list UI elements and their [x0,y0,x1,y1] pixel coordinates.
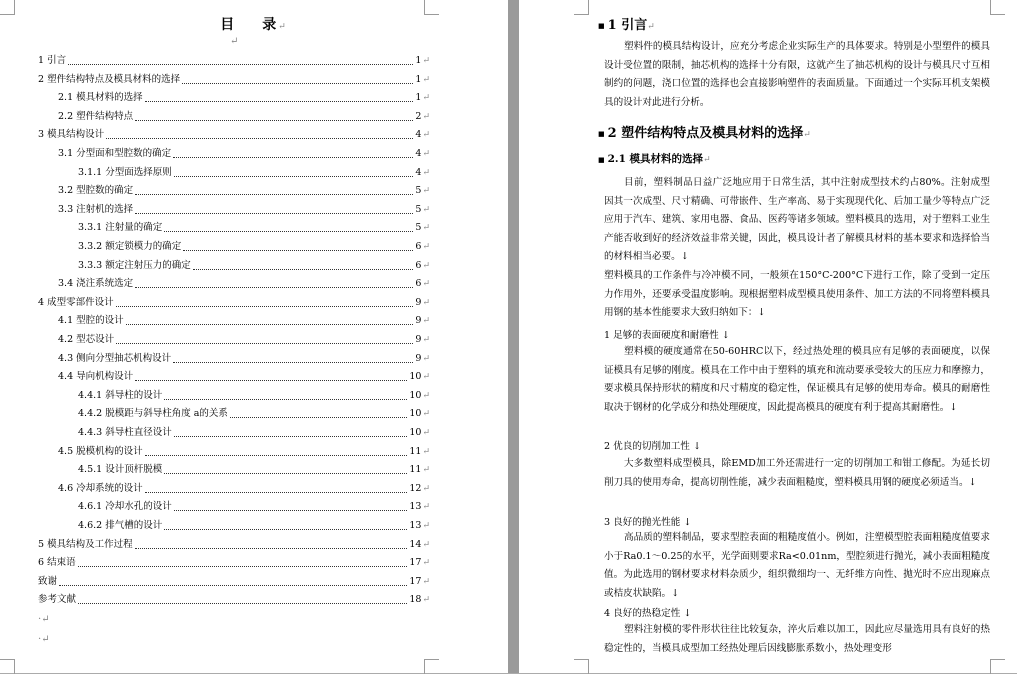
toc-entry[interactable] [58,277,430,291]
paragraph-mark: ↵ [422,186,430,197]
toc-leader-dots [135,380,407,381]
toc-entry-label: 4.4 导向机构设计 [58,371,134,383]
paragraph-materials-2: 塑料模具的工作条件与冷冲模不同，一般须在150°C-200°C下进行工作，除了受到一定压力作用外，还要承受温度影响。现根据塑料成型模具使用条件、加工方法的不同将塑料模具用钢的基本性能要求大致归纳如下：↓ [604,270,990,319]
toc-entry-label: 4.1 型腔的设计 [58,315,124,327]
toc-entry[interactable] [38,593,430,607]
paragraph-mark: ↵ [422,483,430,494]
heading-section-2: ■ 2 塑件结构特点及模具材料的选择↵ [598,126,811,141]
toc-entry-label: 参考文献 [38,594,77,606]
toc-entry-page: 14↵ [409,538,430,550]
toc-entry-label: 3.2 型腔数的确定 [58,185,134,197]
toc-entry-page: 6↵ [415,278,430,290]
paragraph-mark: ↵ [422,390,430,401]
toc-entry-page: 11↵ [409,445,430,457]
toc-entry-page: 5↵ [415,185,430,197]
paragraph-mark: ↵ [422,111,430,122]
toc-entry[interactable] [38,54,430,68]
toc-entry-label: 4.4.3 斜导柱直径设计 [78,427,172,438]
toc-entry-label: 3.3 注射机的选择 [58,203,134,215]
toc-leader-dots [59,585,407,586]
paragraph-mark: ↵ [422,428,430,438]
paragraph-mark: ↵ [422,521,430,531]
paragraph-mark: ↵ [422,558,430,569]
crop-mark [0,0,15,15]
paragraph-introduction: 塑料件的模具结构设计，应充分考虑企业实际生产的具体要求。特别是小型塑件的模具设计受位置的限制，抽芯机构的选择十分有限，这就产生了抽芯机构的设计与模具尺寸互相制约的问题，浇口位置的选择也会直接影响塑件的表面质量。下面通过一个实际耳机支架模具的设计对此进行分析。 [604,41,990,108]
paragraph-mark: ↵ [422,74,430,85]
toc-leader-dots [164,529,407,530]
toc-leader-dots [193,269,414,270]
toc-leader-dots [135,194,413,195]
crop-mark [990,0,1005,15]
toc-entry-label: 5 模具结构及工作过程 [38,538,133,550]
toc-entry[interactable] [78,519,430,533]
toc-entry-page: 10↵ [409,371,430,383]
toc-leader-dots [135,213,413,214]
toc-entry-label: 4.2 型芯设计 [58,334,115,345]
toc-entry-page: 13↵ [409,520,430,531]
toc-leader-dots [183,250,413,251]
toc-entry-label: 4.6.2 排气槽的设计 [78,520,163,531]
toc-entry-label: 3.1.1 分型面选择原则 [78,166,172,178]
toc-entry[interactable] [38,538,430,552]
toc-entry[interactable] [58,352,430,366]
paragraph-mark: ↵ [422,316,430,327]
paragraph-mark: ↵ [422,297,430,308]
toc-entry-label: 3.1 分型面和型腔数的确定 [58,148,172,159]
paragraph-mark: ↵ [422,223,430,234]
paragraph-thermal-stability: 塑料注射模的零件形状往往比较复杂，淬火后难以加工，因此应尽量选用具有良好的热稳定性的，当模具成型加工经热处理后因线膨胀系数小，热处理变形 [604,624,990,654]
toc-entry[interactable] [58,110,430,124]
toc-entry-label: 4.5 脱模机构的设计 [58,445,143,457]
paragraph-mark: ·↵ [38,634,50,645]
paragraph-machinability: 大多数塑料成型模具，除EMD加工外还需进行一定的切削加工和钳工修配。为延长切削刀具的使用寿命，提高切削性能，减少表面粗糙度，塑料模具用钢的硬度必须适当。↓ [604,458,990,488]
paragraph-mark: ↵ [422,260,430,271]
toc-entry-page: 6↵ [415,259,430,271]
paragraph-mark: ↵ [422,93,430,104]
paragraph-materials-1: 目前，塑料制品日益广泛地应用于日常生活，其中注射成型技术约占80%。注射成型因其一次成型、尺寸精确、可带嵌件、生产率高、易于实现现代化、后加工量少等特点广泛应用于汽车、建筑、家用电器、食品、医药等诸多领域。塑料模具的选用，对于塑料工业生产能否收到好的经济效益非常关键，因此，模具设计者了解模具材料的基本要求和选择恰当的材料相当必要。↓ [604,177,990,263]
toc-entry-page: 2↵ [415,110,430,122]
toc-entry-page: 9↵ [415,352,430,364]
toc-entry[interactable] [58,147,430,161]
toc-entry[interactable] [78,259,430,273]
toc-entry-page: 12↵ [409,482,430,494]
toc-entry-page: 1↵ [415,55,430,66]
toc-entry-page: 10↵ [409,389,430,401]
toc-leader-dots [230,417,407,418]
toc-entry-page: 9↵ [415,315,430,327]
toc-leader-dots [135,287,413,288]
toc-entry[interactable] [78,221,430,235]
toc-leader-dots [126,324,414,325]
toc-entry[interactable] [38,296,430,310]
toc-leader-dots [68,64,413,65]
toc-entry-label: 4.5.1 设计顶杆脱模 [78,464,163,476]
toc-entry[interactable] [38,128,430,142]
paragraph-mark: ↵ [422,372,430,383]
toc-leader-dots [78,603,407,604]
toc-leader-dots [145,101,414,102]
toc-entry[interactable] [78,166,430,180]
page-gutter [508,0,519,673]
paragraph-mark: ↵ [422,279,430,290]
toc-entry-label: 6 结束语 [38,557,76,569]
toc-leader-dots [164,231,413,232]
crop-mark [424,0,439,15]
toc-entry-label: 4.4.1 斜导柱的设计 [78,389,163,401]
toc-entry-page: 10↵ [409,408,430,420]
heading-introduction: ■ 1 引言↵ [598,18,655,33]
toc-leader-dots [174,510,408,511]
toc-entry[interactable] [38,73,430,87]
toc-entry-page: 13↵ [409,501,430,513]
paragraph-polishing: 高品质的塑料制品，要求型腔表面的粗糙度值小。例如，注塑模型腔表面粗糙度值要求小于Ra0.1～0.25的水平，光学面则要求Ra<0.01nm，型腔须进行抛光，减小表面粗糙度值。为此选用的钢材要求材料杂质少，组织微细均一、无纤维方向性、抛光时不应出现麻点或桔皮状缺陷。↓ [604,532,990,599]
paragraph-mark: ↵ [422,502,430,513]
toc-entry[interactable] [78,407,430,421]
toc-entry-label: 1 引言 [38,55,67,66]
paragraph-mark: ↵ [422,130,430,141]
toc-leader-dots [145,455,408,456]
crop-mark [0,659,15,674]
toc-entry-page: 11↵ [409,464,430,476]
toc-entry-label: 3.4 浇注系统选定 [58,278,134,290]
toc-leader-dots [174,176,414,177]
toc-leader-dots [106,138,413,139]
toc-entry[interactable] [58,445,430,459]
list-item-machinability: 2 优良的切削加工性 ↓ [604,441,701,452]
toc-entry[interactable] [38,556,430,570]
toc-entry[interactable] [58,333,430,347]
toc-entry[interactable] [38,575,430,589]
toc-entry-label: 致谢 [38,575,58,587]
crop-mark [990,659,1005,674]
toc-entry-page: 10↵ [409,427,430,438]
crop-mark [574,0,589,15]
toc-entry[interactable] [78,500,430,514]
toc-entry-page: 4↵ [415,148,430,159]
toc-entry[interactable] [58,184,430,198]
toc-entry-label: 4.6 冷却系统的设计 [58,482,143,494]
list-item-polishing: 3 良好的抛光性能 ↓ [604,517,692,528]
toc-leader-dots [173,157,413,158]
paragraph-mark: ↵ [422,56,430,66]
heading-section-2-1: ■ 2.1 模具材料的选择↵ [598,153,711,165]
toc-leader-dots [164,473,407,474]
toc-entry-label: 2 塑件结构特点及模具材料的选择 [38,73,181,85]
paragraph-mark: ↵ [422,242,430,252]
crop-mark [574,659,589,674]
toc-leader-dots [135,120,413,121]
toc-entry-page: 9↵ [415,334,430,345]
toc-entry-label: 3.3.2 额定锁模力的确定 [78,241,182,252]
toc-entry-label: 2.2 塑件结构特点 [58,110,134,122]
toc-entry-page: 6↵ [415,241,430,252]
toc-leader-dots [164,399,407,400]
toc-entry-page: 17↵ [409,557,430,569]
paragraph-mark: ↵ [422,204,430,215]
toc-leader-dots [173,362,413,363]
paragraph-mark: ↵ [422,595,430,606]
toc-entry-label: 3 模具结构设计 [38,129,105,141]
paragraph-mark: ↵ [422,167,430,178]
paragraph-mark: ↵ [422,539,430,550]
toc-entry[interactable] [58,203,430,217]
toc-leader-dots [116,343,413,344]
toc-entry-label: 3.3.3 额定注射压力的确定 [78,259,191,271]
toc-entry[interactable] [78,463,430,477]
paragraph-mark: ↵ [422,465,430,476]
toc-entry-label: 4 成型零部件设计 [38,296,114,308]
toc-entry-label: 2.1 模具材料的选择 [58,92,143,104]
toc-leader-dots [174,436,408,437]
toc-entry[interactable] [58,314,430,328]
toc-entry-label: 4.4.2 脱模距与斜导柱角度 a的关系 [78,408,228,420]
toc-leader-dots [145,492,408,493]
paragraph-mark: ↵ [422,149,430,159]
toc-entry-label: 4.6.1 冷却水孔的设计 [78,501,172,513]
toc-entry-page: 1↵ [415,73,430,85]
toc-entry[interactable] [58,482,430,496]
paragraph-mark: ↵ [422,446,430,457]
toc-entry-label: 3.3.1 注射量的确定 [78,222,163,234]
toc-entry-page: 1↵ [415,92,430,104]
toc-entry-page: 4↵ [415,129,430,141]
toc-title: 目 录↵ [220,17,288,33]
paragraph-mark: ↵ [422,335,430,345]
toc-entry[interactable] [78,426,430,440]
paragraph-mark: ·↵ [38,614,50,625]
toc-entry-page: 18↵ [409,594,430,606]
list-item-hardness: 1 足够的表面硬度和耐磨性 ↓ [604,330,730,341]
paragraph-hardness: 塑料模的硬度通常在50-60HRC以下，经过热处理的模具应有足够的表面硬度，以保证模具有足够的刚度。模具在工作中由于塑料的填充和流动要承受较大的压应力和摩擦力，要求模具保持形状的精度和尺寸精度的稳定性，保证模具有足够的使用寿命。模具的耐磨性取决于钢材的化学成分和热处理硬度，因此提高模具的硬度有利于提高其耐磨性。↓ [604,346,990,413]
toc-entry-page: 5↵ [415,203,430,215]
toc-entry-page: 9↵ [415,296,430,308]
toc-entry[interactable] [78,389,430,403]
paragraph-mark: ↵ [422,576,430,587]
crop-mark [424,659,439,674]
toc-entry[interactable] [78,240,430,254]
toc-leader-dots [182,83,413,84]
toc-entry[interactable] [58,91,430,105]
toc-leader-dots [116,306,414,307]
toc-entry-page: 4↵ [415,166,430,178]
paragraph-mark: ↵ [422,409,430,420]
paragraph-mark: ↵ [230,36,239,47]
toc-entry[interactable] [58,370,430,384]
list-item-thermal-stability: 4 良好的热稳定性 ↓ [604,608,692,619]
toc-leader-dots [135,548,408,549]
toc-leader-dots [78,566,408,567]
toc-entry-page: 5↵ [415,222,430,234]
paragraph-mark: ↵ [422,353,430,364]
toc-entry-page: 17↵ [409,575,430,587]
toc-entry-label: 4.3 侧向分型抽芯机构设计 [58,352,172,364]
